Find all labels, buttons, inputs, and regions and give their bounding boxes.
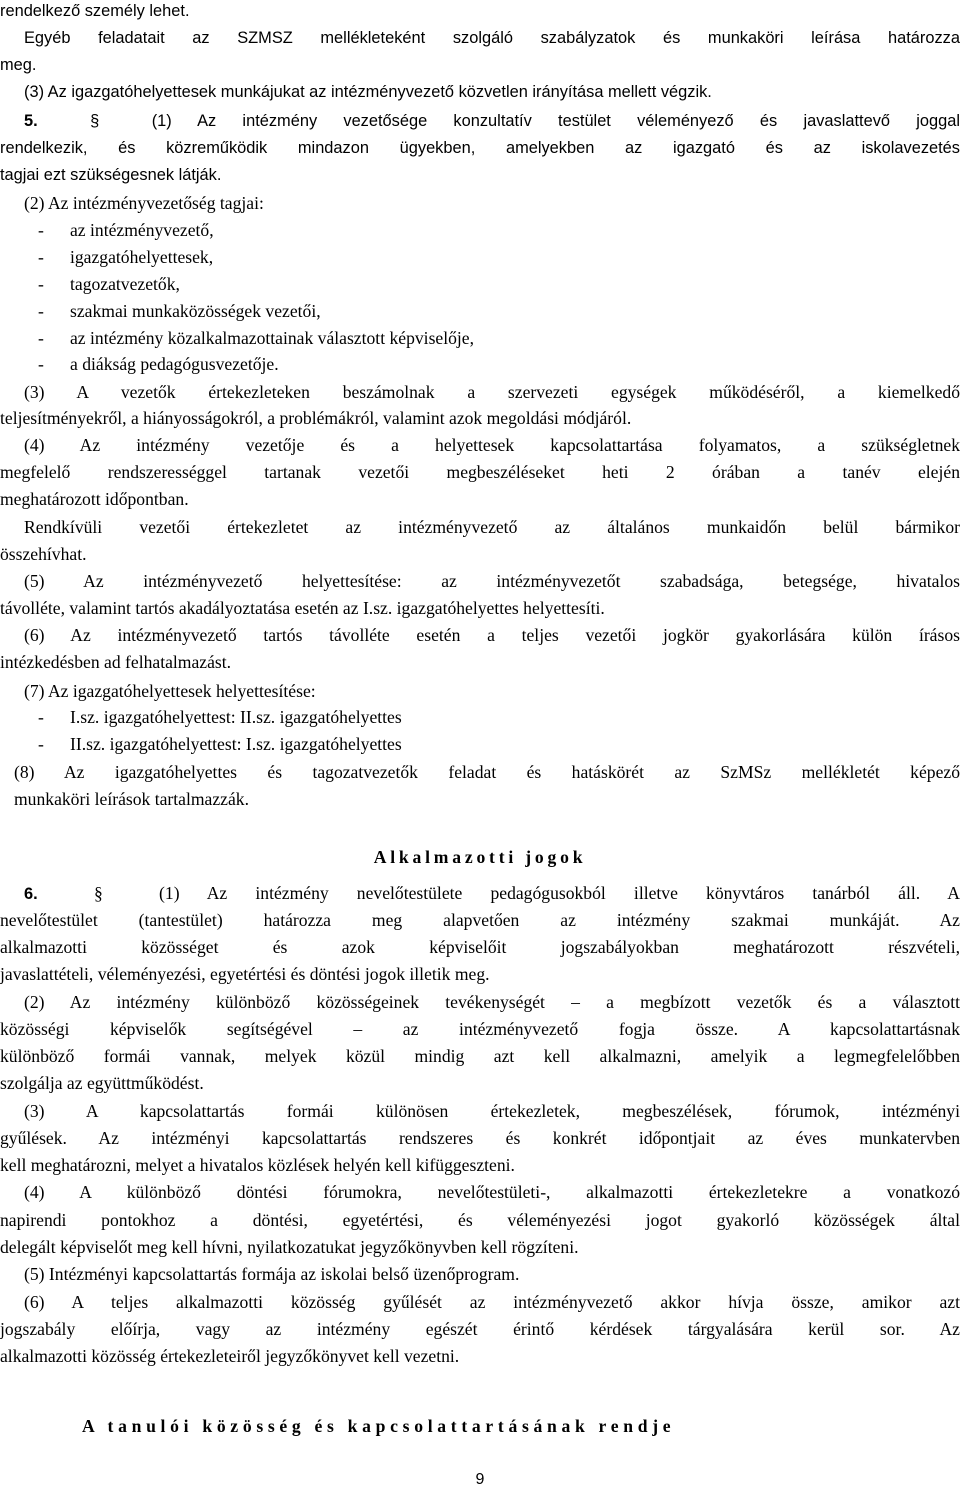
text-line [0,516,960,538]
text-line [0,1291,960,1313]
text-line [0,381,960,403]
text-line [0,1045,960,1067]
line-text: összehívhat. [0,544,87,564]
line-text: (3) A kapcsolattartás formái különösen értekezletek, megbeszélések, fórumok, intézményi [24,1101,960,1121]
section-number: 6. [24,885,38,903]
text-line [0,27,960,49]
text-line [0,1127,960,1149]
line-text: meghatározott időpontban. [0,489,189,509]
text-line [0,327,960,349]
line-text: tagozatvezetők, [70,274,180,294]
line-text: rendelkező személy lehet. [0,2,190,20]
text-line [0,434,960,456]
text-line [0,488,960,510]
text-line [0,192,960,214]
text-line [0,570,960,592]
text-line [0,1100,960,1122]
text-line [0,300,960,322]
line-text: (1) Az intézmény nevelőtestülete pedagógusokból illetve könyvtáros tanárból áll. A [159,883,960,903]
section-number: 5. [24,112,38,130]
line-text: az intézmény közalkalmazottainak választott képviselője, [70,328,475,348]
line-text: (6) A teljes alkalmazotti közösség gyűlését az intézményvezető akkor hívja össze, amikor azt [24,1292,960,1312]
line-text: (5) Az intézményvezető helyettesítése: az intézményvezetőt szabadsága, betegsége, hivatalos [24,571,960,591]
list-bullet: - [38,734,44,754]
list-bullet: - [38,301,44,321]
line-text: (1) Az intézmény vezetősége konzultatív testület véleményező és javaslattevő joggal [151,112,960,130]
text-line [0,1072,960,1094]
line-text: I.sz. igazgatóhelyettest: II.sz. igazgatóhelyettes [70,707,402,727]
line-text: az intézményvezető, [70,220,214,240]
line-text: távolléte, valamint tartós akadályoztatása esetén az I.sz. igazgatóhelyettes helyettesíti. [0,598,605,618]
section-heading-alkalmazotti: Alkalmazotti jogok [373,847,587,867]
line-text: teljesítményekről, a hiányosságokról, a problémákról, valamint azok megoldási módjáról. [0,408,632,428]
line-text: (8) Az igazgatóhelyettes és tagozatvezetők feladat és hatáskörét az SzMSz mellékletét képező [14,762,960,782]
line-text: Egyéb feladatait az SZMSZ mellékleteként szolgáló szabályzatok és munkaköri leírása határozza [24,29,960,47]
line-text: kell meghatározni, melyet a hivatalos közlések helyén kell kifüggeszteni. [0,1155,515,1175]
text-line [0,733,960,755]
text-line [0,246,960,268]
page-number: 9 [475,1471,485,1488]
text-line [0,219,960,241]
line-text: tagjai ezt szükségesnek látják. [0,166,222,184]
line-text: (3) Az igazgatóhelyettesek munkájukat az intézményvezető közvetlen irányítása mellett végzik. [24,83,712,101]
line-text: (3) A vezetők értekezleteken beszámolnak a szervezeti egységek működéséről, a kiemelkedő [24,382,960,402]
text-line [0,1236,960,1258]
text-line [0,651,960,673]
line-text: (6) Az intézményvezető tartós távolléte esetén a teljes vezetői jogkör gyakorlására külön írásos [24,625,960,645]
text-line [0,54,960,76]
line-text: rendelkezik, és közreműködik mindazon ügyekben, amelyekben az igazgató és az iskolavezetés [0,139,960,157]
list-bullet: - [38,247,44,267]
line-text: alkalmazotti közösség értekezleteiről jegyzőkönyvet kell vezetni. [0,1346,460,1366]
text-line [0,353,960,375]
section-heading-tanuloi: A tanulói közösség és kapcsolattartásának rendje [82,1416,676,1436]
text-line [0,110,960,132]
line-text: delegált képviselőt meg kell hívni, nyilatkozatukat jegyzőkönyvben kell rögzíteni. [0,1237,579,1257]
line-text: (4) Az intézmény vezetője és a helyettesek kapcsolattartása folyamatos, a szükségletnek [24,435,960,455]
line-text: (2) Az intézményvezetőség tagjai: [24,193,264,213]
text-line [0,1154,960,1176]
line-text: napirendi pontokhoz a döntési, egyetértési, és véleményezési jogot gyakorló közösségek által [0,1210,960,1230]
text-line [0,680,960,702]
line-text: szakmai munkaközösségek vezetői, [70,301,321,321]
line-text: meg. [0,56,37,74]
line-text: különböző formái vannak, melyek közül mindig azt kell alkalmazni, amelyik a legmegfelelőbben [0,1046,960,1066]
text-line [0,1018,960,1040]
line-text: alkalmazotti közösséget és azok képviselőit jogszabályokban meghatározott részvételi, [0,937,960,957]
text-line [0,624,960,646]
text-line [0,936,960,958]
text-line [0,81,960,103]
line-text: (2) Az intézmény különböző közösségeinek tevékenységét – a megbízott vezetők és a választott [24,992,960,1012]
text-line [0,164,960,186]
text-line [0,1345,960,1367]
section-sign-icon: § [37,883,160,903]
text-line [0,706,960,728]
text-line [0,788,960,810]
list-bullet: - [38,274,44,294]
line-text: igazgatóhelyettesek, [70,247,214,267]
text-line [0,909,960,931]
line-text: nevelőtestület (tantestület) határozza meg alapvetően az intézmény szakmai munkáját. Az [0,910,960,930]
text-line [0,273,960,295]
list-bullet: - [38,707,44,727]
line-text: megfelelő rendszerességgel tartanak vezetői megbeszéléseket heti 2 órában a tanév elején [0,462,960,482]
list-bullet: - [38,328,44,348]
line-text: gyűlések. Az intézményi kapcsolattartás rendszeres és konkrét időpontjait az éves munkatervben [0,1128,960,1148]
line-text: munkaköri leírások tartalmazzák. [14,789,249,809]
text-line [0,407,960,429]
line-text: jogszabály előírja, vagy az intézmény egészét érintő kérdések tárgyalására kerül sor. Az [0,1319,960,1339]
section-sign-icon: § [37,112,152,130]
text-line [0,1209,960,1231]
text-line [0,991,960,1013]
line-text: (4) A különböző döntési fórumokra, nevelőtestületi-, alkalmazotti értekezletekre a vonatkozó [24,1182,960,1202]
text-line [0,597,960,619]
line-text: Rendkívüli vezetői értekezletet az intézményvezető az általános munkaidőn belül bármikor [24,517,960,537]
text-line [0,0,960,22]
list-bullet: - [38,220,44,240]
text-line [0,1263,960,1285]
line-text: javaslattételi, véleményezési, egyetértési és döntési jogok illetik meg. [0,964,490,984]
text-line [0,761,960,783]
line-text: a diákság pedagógusvezetője. [70,354,279,374]
line-text: intézkedésben ad felhatalmazást. [0,652,232,672]
text-line [0,882,960,905]
list-bullet: - [38,354,44,374]
line-text: szolgálja az együttműködést. [0,1073,204,1093]
text-line [0,1318,960,1340]
line-text: (5) Intézményi kapcsolattartás formája az iskolai belső üzenőprogram. [24,1264,520,1284]
text-line [0,137,960,159]
line-text: (7) Az igazgatóhelyettesek helyettesítése: [24,681,316,701]
line-text: II.sz. igazgatóhelyettest: I.sz. igazgatóhelyettes [70,734,402,754]
line-text: közösségi képviselők segítségével – az intézményvezető fogja össze. A kapcsolattartásnak [0,1019,960,1039]
text-line [0,1181,960,1203]
text-line [0,543,960,565]
text-line [0,963,960,985]
text-line [0,461,960,483]
